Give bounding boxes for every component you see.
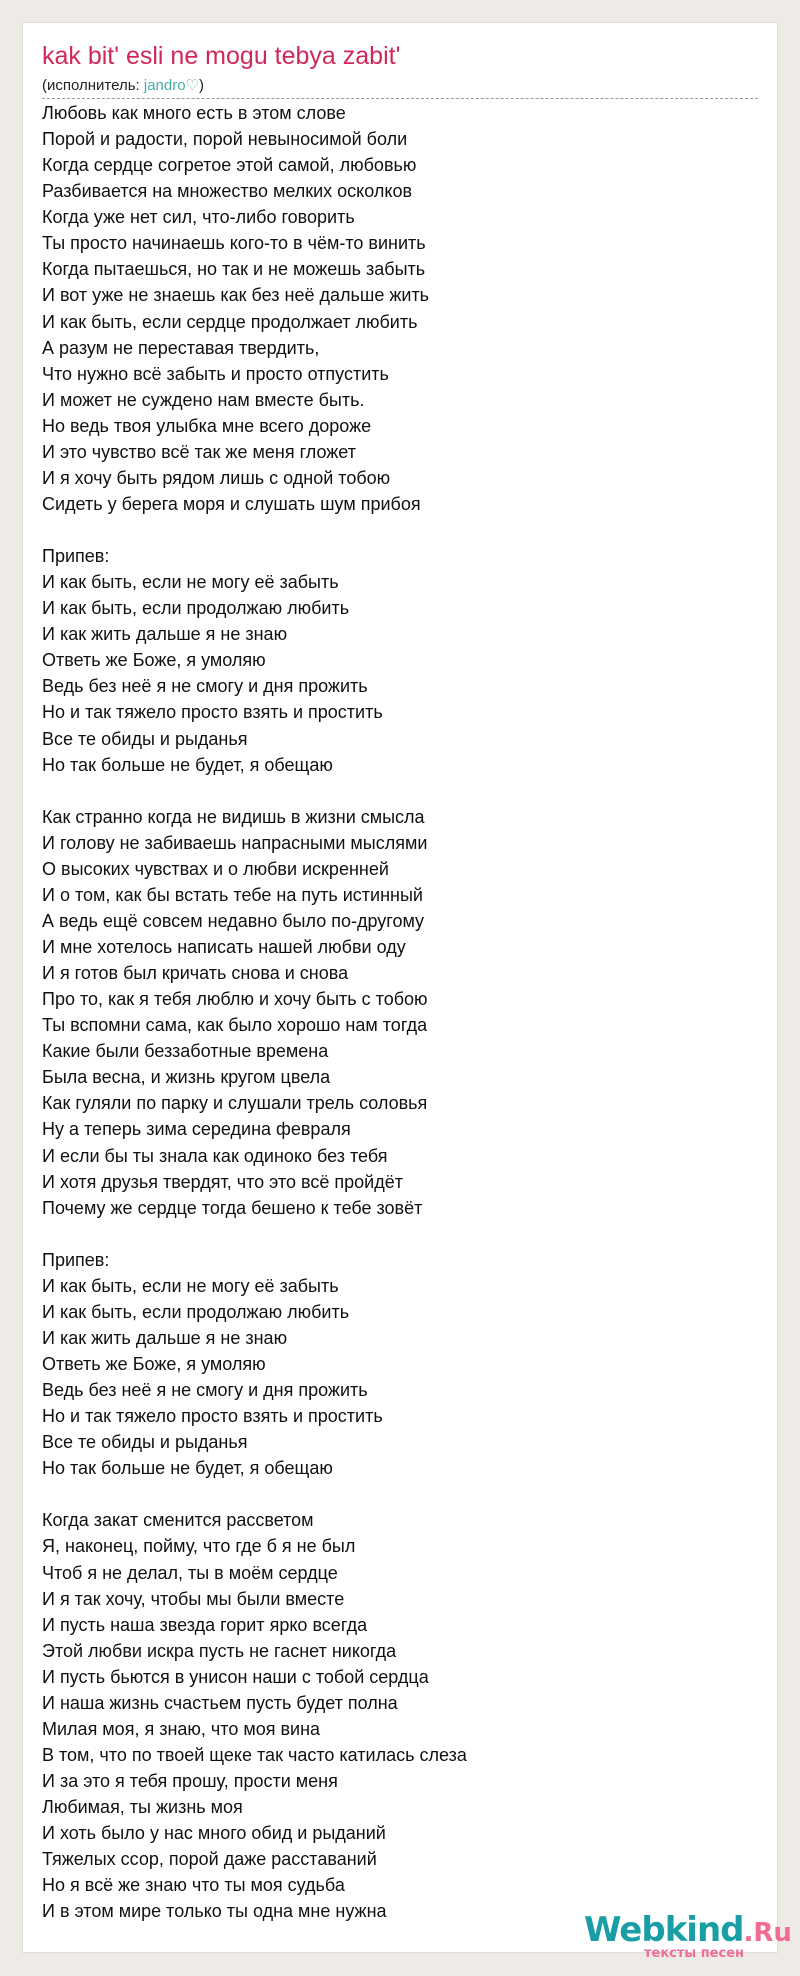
site-logo[interactable] xyxy=(584,1910,792,1961)
logo-tld: .Ru xyxy=(743,1918,792,1948)
logo-name: Webkind xyxy=(584,1910,744,1950)
artist-label: (исполнитель: xyxy=(42,77,144,94)
lyrics-text: Любовь как много есть в этом слове Порой и радости, порой невыносимой боли Когда сердце согретое этой самой, любовью Разбивается на множество мелких осколков Когда уже нет сил, что-либо говорить Ты просто начинаешь кого-то в чём-то винить Когда пытаешься, но так и не можешь забыть И вот уже не знаешь как без неё дальше жить И как быть, если сердце продолжает любить А разум не переставая твердить, Что нужно всё забыть и просто отпустить И может не суждено нам вместе быть. Но ведь твоя улыбка мне всего дороже И это чувство всё так же меня гложет И я хочу быть рядом лишь с одной тобою Сидеть у берега моря и слушать шум прибоя Припев: И как быть, если не могу её забыть И как быть, если продолжаю любить И как жить дальше я не знаю Ответь же Боже, я умоляю Ведь без неё я не смогу и дня прожить Но и так тяжело просто взять и простить Все те обиды и рыданья Но так больше не будет, я обещаю Как странно когда не видишь в жизни смысла И голову не забиваешь напрасными мыслями О высоких чувствах и о любви искренней И о том, как бы встать тебе на путь истинный А ведь ещё совсем недавно было по-другому И мне хотелось написать нашей любви оду И я готов был кричать снова и снова Про то, как я тебя люблю и хочу быть с тобою Ты вспомни сама, как было хорошо нам тогда Какие были беззаботные времена Была весна, и жизнь кругом цвела Как гуляли по парку и слушали трель соловья Ну а теперь зима середина февраля И если бы ты знала как одиноко без тебя И хотя друзья твердят, что это всё пройдёт Почему же сердце тогда бешено к тебе зовёт Припев: И как быть, если не могу её забыть И как быть, если продолжаю любить И как жить дальше я не знаю Ответь же Боже, я умоляю Ведь без неё я не смогу и дня прожить Но и так тяжело просто взять и простить Все те обиды и рыданья Но так больше не будет, я обещаю Когда закат сменится рассветом Я, наконец, пойму, что где б я не был Чтоб я не делал, ты в моём сердце И я так хочу, чтобы мы были вместе И пусть наша звезда горит ярко всегда Этой любви искра пусть не гаснет никогда И пусть бьются в унисон наши с тобой сердца И наша жизнь счастьем пусть будет полна Милая моя, я знаю, что моя вина В том, что по твоей щеке так часто катилась слеза И за это я тебя прошу, прости меня Любимая, ты жизнь моя И хоть было у нас много обид и рыданий Тяжелых ссор, порой даже расставаний Но я всё же знаю что ты моя судьба И в этом мире только ты одна мне нужна xyxy=(42,103,467,1922)
song-title: kak bit' esli ne mogu tebya zabit' xyxy=(42,42,401,70)
artist-close: ) xyxy=(199,77,205,94)
logo-tagline: тексты песен xyxy=(644,1946,745,1961)
artist-link[interactable]: jandro♡ xyxy=(143,77,200,94)
artist-line xyxy=(42,76,758,99)
